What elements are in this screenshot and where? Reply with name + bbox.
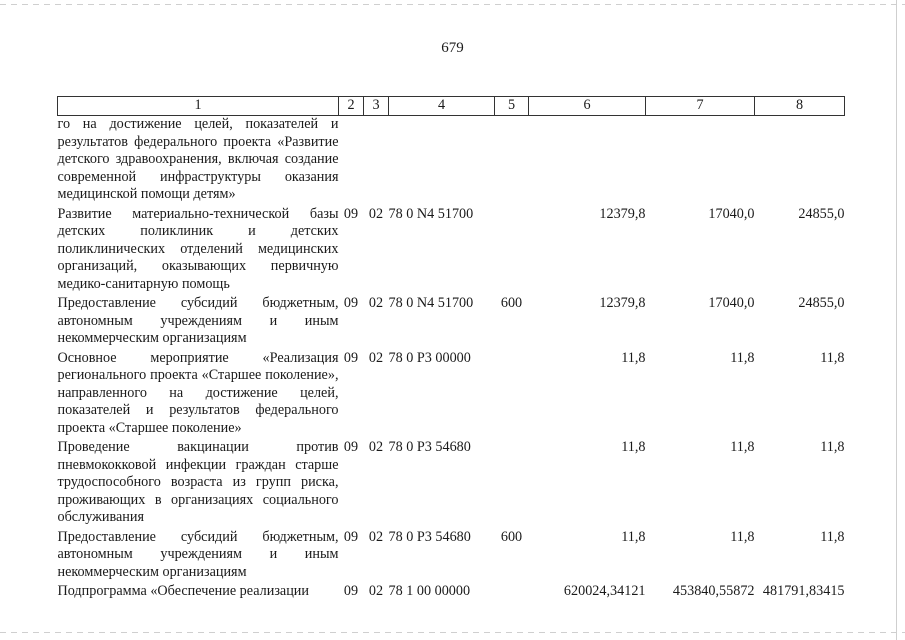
table-row [58,583,845,603]
row-expense-type [495,350,529,440]
scan-artifact-top [0,4,905,5]
row-name: Подпрограмма «Обеспечение реализации [57,583,309,599]
row-amount-7: 453840,55872 [672,583,755,599]
table-row [58,529,845,584]
row-subsection: 02 [368,528,384,545]
row-section: 09 [343,439,359,455]
row-section: 09 [343,583,359,599]
row-section [339,116,364,206]
row-amount-6: 11,8 [621,349,646,366]
column-header-4: 4 [389,97,495,116]
row-expense-type: 600 [500,295,523,311]
column-header-7: 7 [646,97,755,116]
row-name: Предоставление субсидий бюджетным, автономным учреждениям и иным некоммерческим организациям [57,295,339,346]
row-subsection: 02 [368,583,384,599]
row-expense-type [495,583,529,603]
row-amount-7: 11,8 [730,349,755,366]
row-target-code: 78 0 N4 51700 [388,205,474,222]
table-row [58,295,845,350]
row-amount-7 [646,116,755,206]
table-row [58,439,845,529]
row-subsection: 02 [368,205,384,222]
row-name: Развитие материально-технической базы детских поликлиник и детских поликлинических отделений медицинских организаций, оказывающих первичную медико-санитарную помощь [57,205,339,292]
row-section: 09 [343,295,359,311]
row-subsection [364,116,389,206]
row-target-code: 78 0 P3 54680 [388,528,471,545]
row-expense-type [495,206,529,296]
row-amount-6 [529,116,646,206]
column-header-8: 8 [755,97,845,116]
column-header-3: 3 [364,97,389,116]
row-amount-7: 17040,0 [708,295,755,311]
row-section: 09 [343,349,359,366]
row-amount-6: 12379,8 [599,205,646,222]
row-amount-8 [755,116,845,206]
row-amount-7: 17040,0 [708,205,755,222]
table-row [58,116,845,206]
column-header-5: 5 [495,97,529,116]
row-section: 09 [343,528,359,545]
row-amount-7: 11,8 [730,528,755,545]
row-amount-6: 620024,34121 [563,583,646,599]
row-name: Предоставление субсидий бюджетным, автономным учреждениям и иным некоммерческим организациям [57,528,339,580]
row-amount-8: 481791,83415 [762,583,845,599]
row-target-code: 78 0 N4 51700 [388,295,474,311]
row-name: Проведение вакцинации против пневмококковой инфекции граждан старше трудоспособного возраста из групп риска, проживающих в организациях социального обслуживания [57,439,339,525]
row-expense-type [495,116,529,206]
table-row [58,206,845,296]
column-header-2: 2 [339,97,364,116]
page-number: 679 [441,40,464,56]
row-subsection: 02 [368,349,384,366]
scan-artifact-bottom [0,632,905,633]
budget-table [57,96,845,603]
row-name: Основное мероприятие «Реализация регионального проекта «Старшее поколение», направленного на достижение целей, показателей и результатов федерального проекта «Старшее поколение» [57,349,339,436]
row-expense-type: 600 [500,528,523,545]
row-amount-6: 11,8 [621,528,646,545]
row-subsection: 02 [368,295,384,311]
row-name: го на достижение целей, показателей и результатов федерального проекта «Развитие детского здравоохранения, включая создание современной инфраструктуры оказания медицинской помощи детям» [57,116,339,202]
table-row [58,350,845,440]
table-header-row [58,97,845,116]
row-target-code: 78 0 P3 54680 [388,439,471,455]
row-section: 09 [343,205,359,222]
column-header-6: 6 [529,97,646,116]
row-amount-6: 12379,8 [599,295,646,311]
row-target-code [389,116,495,206]
row-amount-6: 11,8 [621,439,646,455]
row-amount-8: 24855,0 [798,205,845,222]
row-amount-8: 11,8 [820,349,845,366]
scan-artifact-edge [896,0,897,640]
row-subsection: 02 [368,439,384,455]
row-amount-8: 24855,0 [798,295,845,311]
row-target-code: 78 1 00 00000 [388,583,471,599]
row-amount-7: 11,8 [730,439,755,455]
row-amount-8: 11,8 [820,439,845,455]
column-header-1: 1 [58,97,339,116]
row-amount-8: 11,8 [820,528,845,545]
row-target-code: 78 0 P3 00000 [388,349,471,366]
row-expense-type [495,439,529,529]
